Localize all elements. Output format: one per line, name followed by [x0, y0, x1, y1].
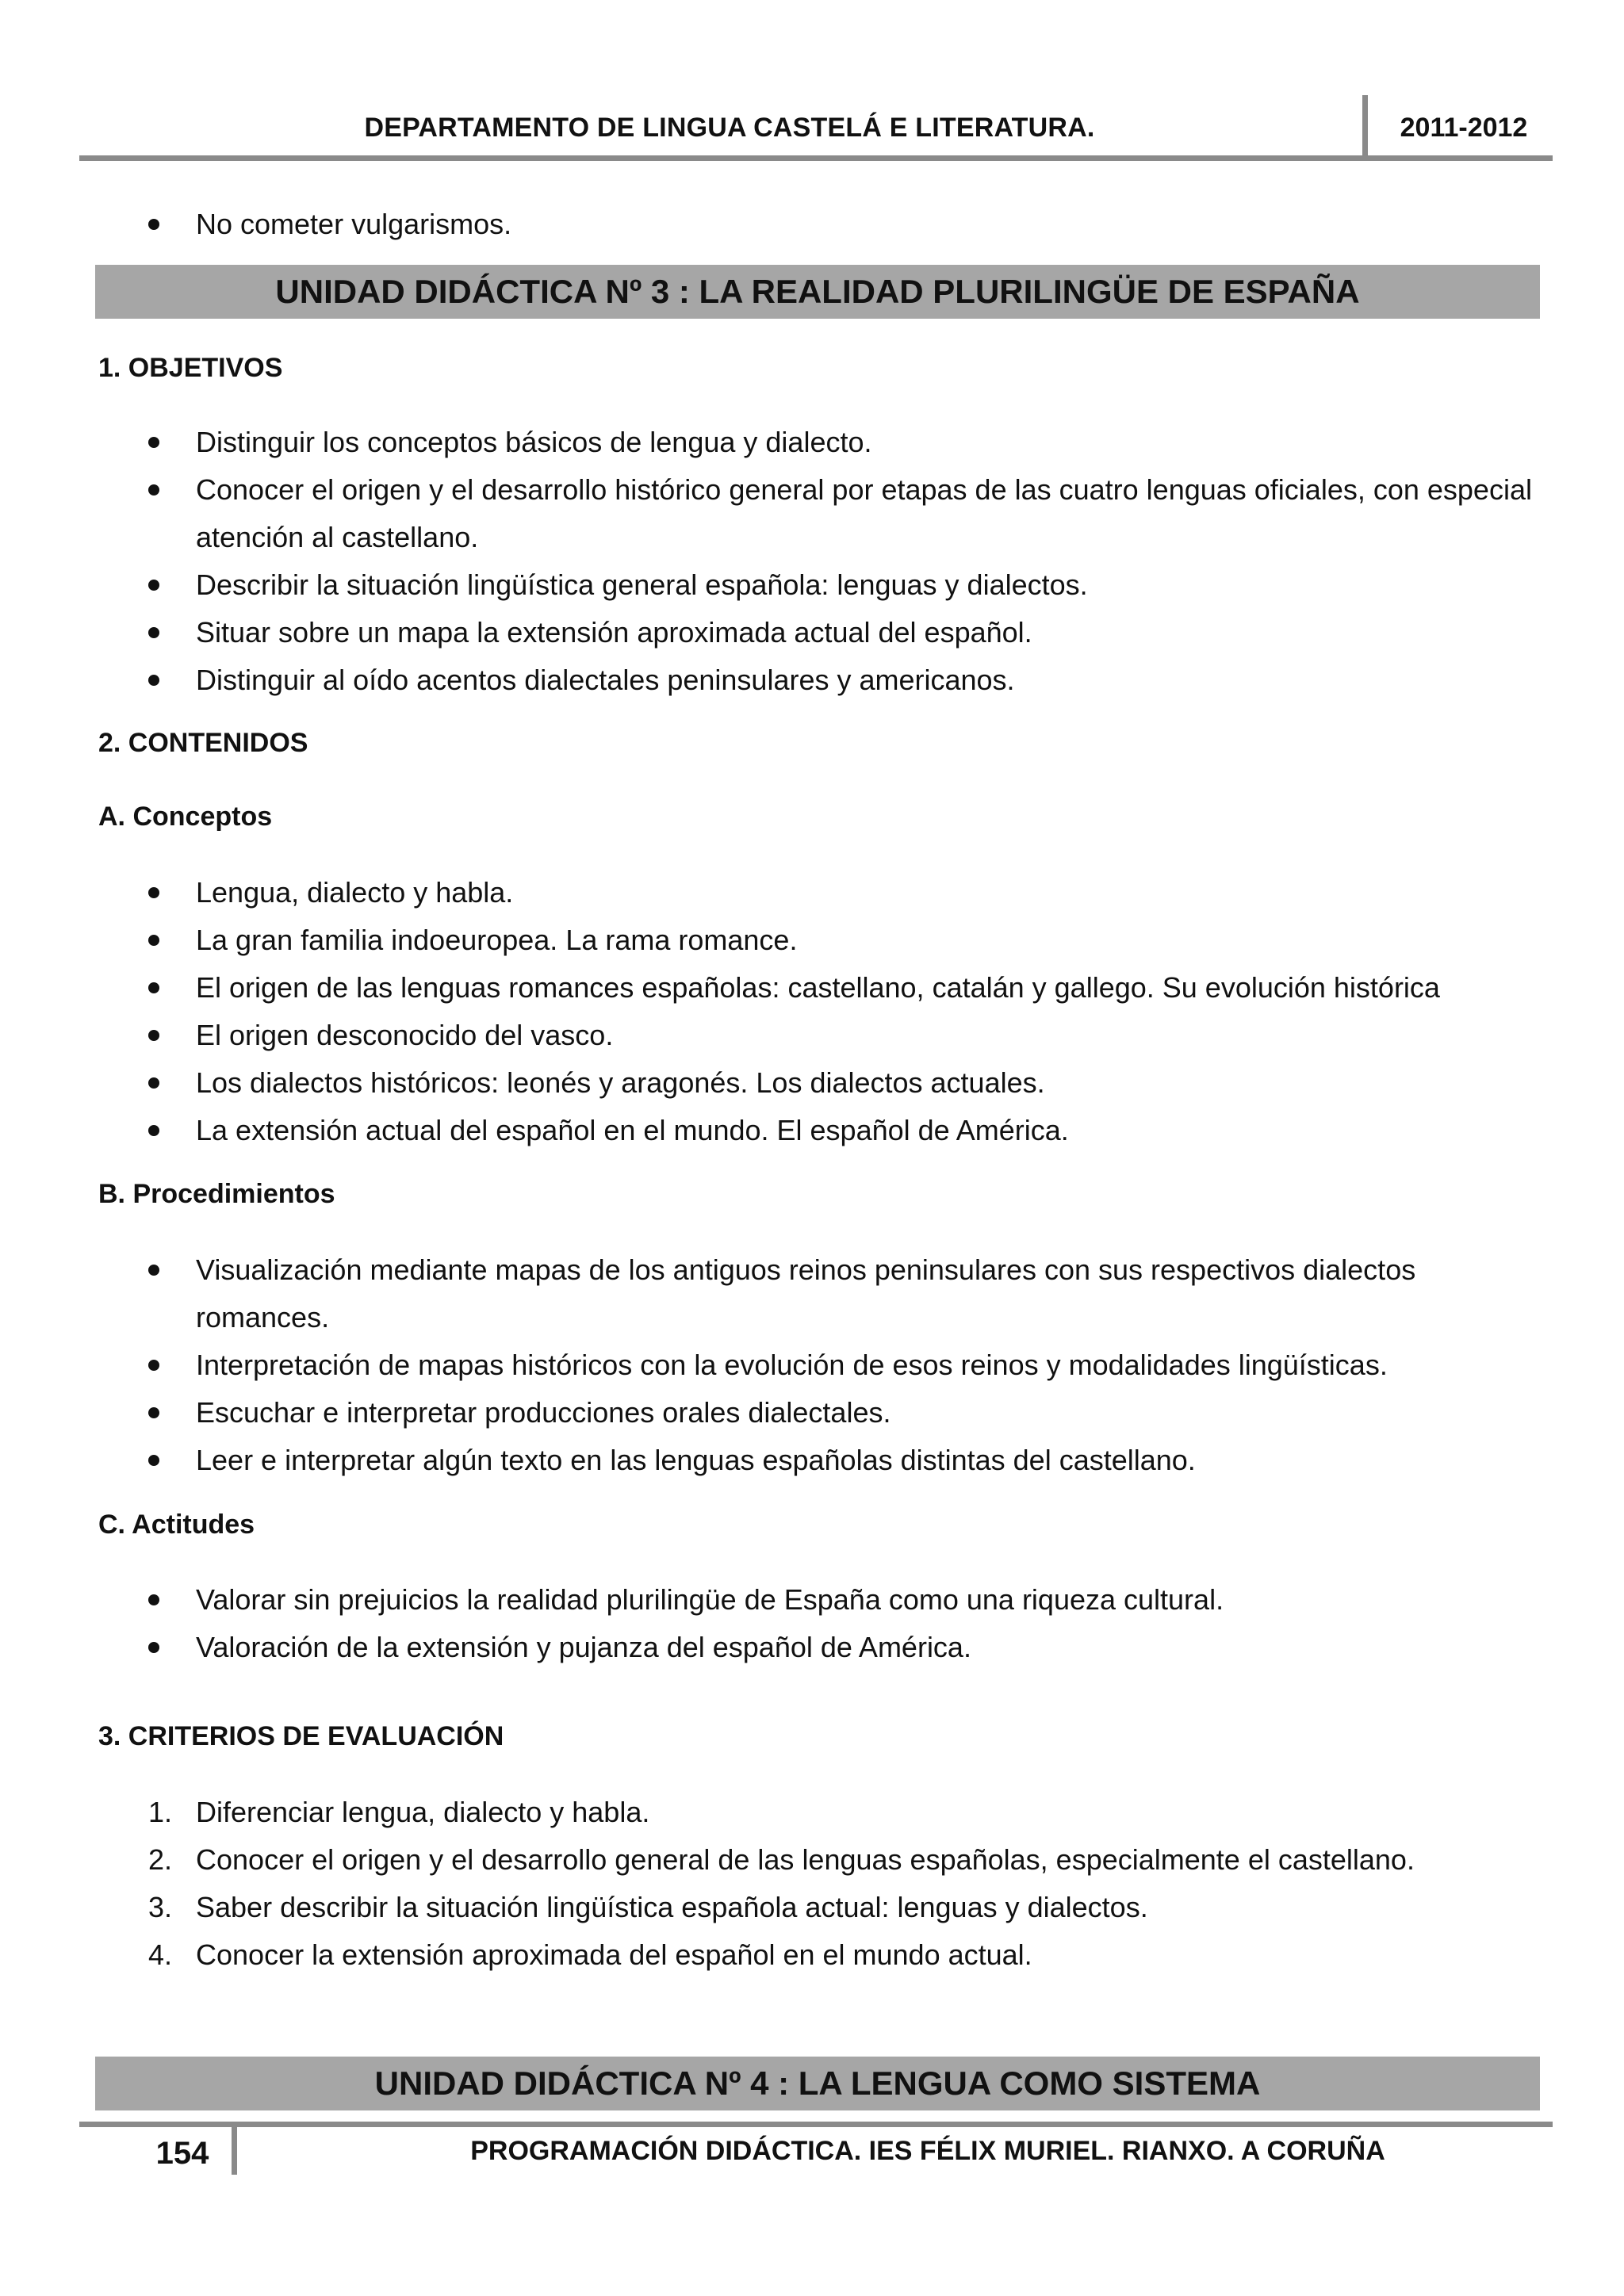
actitudes-list [0, 1576, 1552, 1671]
bullet-icon [148, 1642, 159, 1653]
list-item: Lengua, dialecto y habla. [0, 869, 1552, 916]
objetivos-heading: 1. OBJETIVOS [98, 353, 283, 383]
bullet-icon [148, 1125, 159, 1136]
list-item: Describir la situación lingüística general española: lenguas y dialectos. [0, 561, 1552, 609]
actitudes-heading: C. Actitudes [98, 1510, 255, 1540]
list-item: Situar sobre un mapa la extensión aproximada actual del español. [0, 609, 1552, 656]
bullet-icon [148, 580, 159, 591]
bullet-icon [148, 935, 159, 946]
contenidos-heading: 2. CONTENIDOS [98, 728, 308, 758]
list-item: El origen desconocido del vasco. [0, 1012, 1552, 1059]
list-item: Distinguir los conceptos básicos de lengua y dialecto. [0, 419, 1552, 466]
bullet-icon [148, 627, 159, 638]
objetivos-list [0, 419, 1552, 704]
list-item: 3. Saber describir la situación lingüística española actual: lenguas y dialectos. [148, 1891, 1148, 1923]
list-item: Valoración de la extensión y pujanza del español de América. [0, 1624, 1552, 1671]
list-item: Escuchar e interpretar producciones orales dialectales. [0, 1389, 1552, 1437]
list-item: El origen de las lenguas romances españolas: castellano, catalán y gallego. Su evolución histórica [0, 964, 1552, 1012]
list-item: Conocer el origen y el desarrollo histórico general por etapas de las cuatro lenguas oficiales, con especial atención al castellano. [0, 466, 1552, 561]
criterios-heading: 3. CRITERIOS DE EVALUACIÓN [98, 1721, 504, 1751]
conceptos-list [0, 869, 1552, 1154]
list-item: La gran familia indoeuropea. La rama romance. [0, 916, 1552, 964]
bullet-icon [148, 1360, 159, 1371]
footer-page-number: 154 [155, 2136, 209, 2171]
bullet-icon [148, 219, 159, 230]
list-item: La extensión actual del español en el mundo. El español de América. [0, 1107, 1552, 1154]
list-item: Distinguir al oído acentos dialectales peninsulares y americanos. [0, 656, 1552, 704]
criterios-list [0, 1789, 1552, 1979]
bullet-icon [148, 1407, 159, 1418]
bullet-icon [148, 437, 159, 448]
header-school-year: 2011-2012 [1400, 113, 1528, 143]
footer-school-info: PROGRAMACIÓN DIDÁCTICA. IES FÉLIX MURIEL. RIANXO. A CORUÑA [470, 2136, 1385, 2166]
list-item: No cometer vulgarismos. [0, 201, 1552, 248]
footer-rule [79, 2122, 1553, 2127]
bullet-icon [148, 484, 159, 496]
list-item: 2. Conocer el origen y el desarrollo general de las lenguas españolas, especialmente el castellano. [148, 1843, 1415, 1876]
list-item: 4. Conocer la extensión aproximada del español en el mundo actual. [148, 1938, 1032, 1971]
bullet-icon [148, 1077, 159, 1089]
unit-3-banner: UNIDAD DIDÁCTICA Nº 3 : LA REALIDAD PLURILINGÜE DE ESPAÑA [95, 265, 1540, 319]
conceptos-heading: A. Conceptos [98, 802, 273, 832]
list-item: Leer e interpretar algún texto en las lenguas españolas distintas del castellano. [0, 1437, 1552, 1484]
bullet-icon [148, 887, 159, 898]
intro-bullet-list [0, 201, 1552, 248]
list-item: Visualización mediante mapas de los antiguos reinos peninsulares con sus respectivos dialectos romances. [0, 1246, 1552, 1341]
unit-4-banner: UNIDAD DIDÁCTICA Nº 4 : LA LENGUA COMO SISTEMA [95, 2057, 1540, 2110]
header-separator [1362, 95, 1368, 159]
header-rule [79, 155, 1553, 161]
list-item: Los dialectos históricos: leonés y aragonés. Los dialectos actuales. [0, 1059, 1552, 1107]
list-item: 1. Diferenciar lengua, dialecto y habla. [148, 1796, 650, 1828]
procedimientos-list [0, 1246, 1552, 1484]
bullet-icon [148, 675, 159, 686]
bullet-icon [148, 1030, 159, 1041]
bullet-icon [148, 1455, 159, 1466]
procedimientos-heading: B. Procedimientos [98, 1179, 335, 1209]
list-item: Interpretación de mapas históricos con la evolución de esos reinos y modalidades lingüísticas. [0, 1341, 1552, 1389]
bullet-icon [148, 1265, 159, 1276]
footer-separator [232, 2127, 237, 2175]
header-department-title: DEPARTAMENTO DE LINGUA CASTELÁ E LITERATURA. [364, 113, 1095, 143]
list-item: Valorar sin prejuicios la realidad plurilingüe de España como una riqueza cultural. [0, 1576, 1552, 1624]
bullet-icon [148, 1594, 159, 1605]
bullet-icon [148, 982, 159, 993]
